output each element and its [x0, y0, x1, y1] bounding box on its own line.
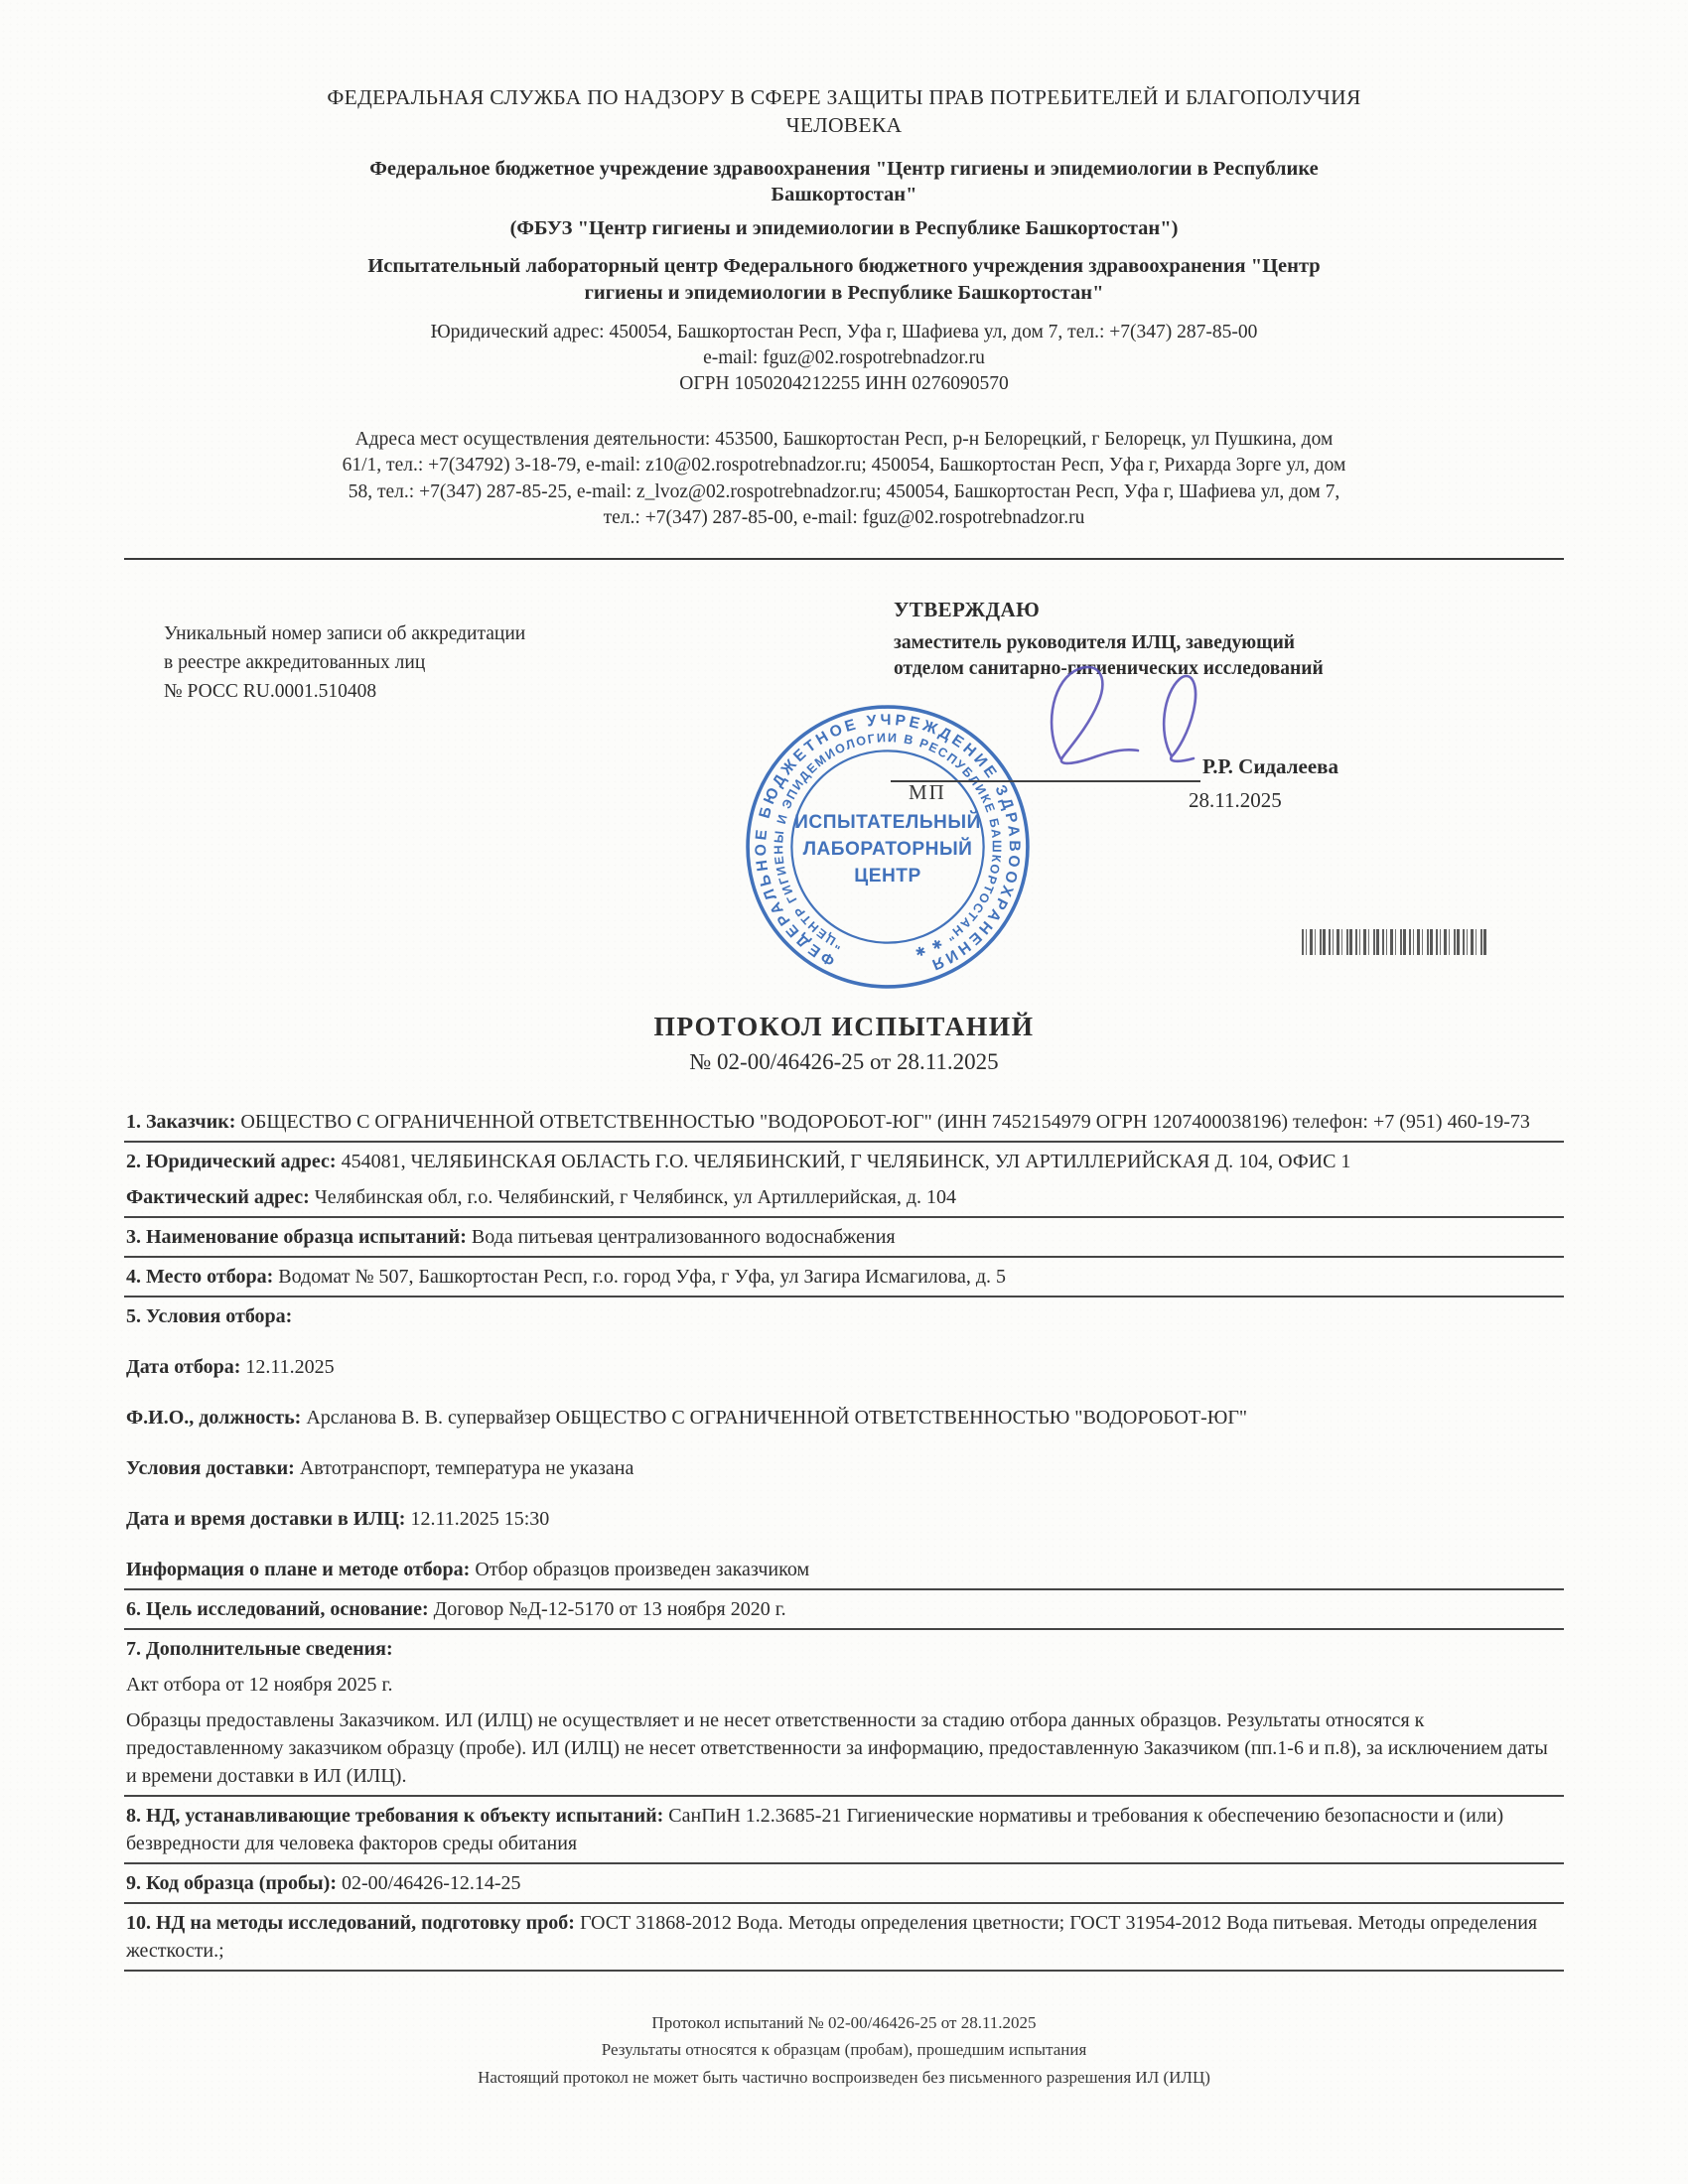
field-value: Арсланова В. В. супервайзер ОБЩЕСТВО С ОГРАНИЧЕННОЙ ОТВЕТСТВЕННОСТЬЮ "ВОДОРОБОТ-ЮГ": [301, 1406, 1248, 1429]
field-value: Образцы предоставлены Заказчиком. ИЛ (ИЛЦ) не осуществляет и не несет ответственности за стадию отбора данных образцов. Результаты относятся к предоставленному заказчиком образцу (пробе). ИЛ (ИЛЦ) не несет ответственности за информацию, предоставленную Заказчиком (пп.1-6 и п.8), за исключением даты и времени доставки в ИЛ (ИЛЦ).: [126, 1708, 1548, 1787]
stamp-center-line1: ИСПЫТАТЕЛЬНЫЙ: [794, 811, 981, 833]
field-label: Ф.И.О., должность:: [126, 1406, 302, 1429]
row-sampling-conditions: [124, 1299, 1564, 1335]
row-sampling-date: [124, 1350, 1564, 1386]
row-actual-address: [124, 1180, 1564, 1218]
row-sample-code: [124, 1866, 1564, 1904]
field-label: Условия доставки:: [126, 1456, 295, 1479]
footer-line-2: Результаты относятся к образцам (пробам), прошедшим испытания: [601, 2040, 1087, 2060]
field-value: ГОСТ 31868-2012 Вода. Методы определения цветности; ГОСТ 31954-2012 Вода питьевая. Методы определения жесткости.;: [126, 1911, 1538, 1962]
approver-role-line1: заместитель руководителя ИЛЦ, заведующий: [894, 631, 1296, 653]
lab-center-name-line1: Испытательный лабораторный центр Федерального бюджетного учреждения здравоохранения "Центр: [367, 255, 1321, 278]
page-footer: [124, 2009, 1564, 2092]
organization-name-line2: Башкортостан": [771, 184, 917, 206]
field-label: 1. Заказчик:: [126, 1110, 236, 1133]
row-customer: [124, 1105, 1564, 1143]
field-label: 8. НД, устанавливающие требования к объекту испытаний:: [126, 1804, 664, 1827]
approver-name: Р.Р. Сидалеева: [1202, 753, 1338, 778]
row-delivery-conditions: [124, 1451, 1564, 1487]
field-label: 9. Код образца (пробы):: [126, 1871, 337, 1894]
field-value: Отбор образцов произведен заказчиком: [470, 1558, 810, 1580]
field-value: Договор №Д-12-5170 от 13 ноября 2020 г.: [428, 1597, 786, 1620]
field-label: 6. Цель исследований, основание:: [126, 1597, 429, 1620]
footer-line-3: Настоящий протокол не может быть частично воспроизведен без письменного разрешения ИЛ (ИЛЦ): [478, 2067, 1210, 2087]
organization-name-line1: Федеральное бюджетное учреждение здравоохранения "Центр гигиены и эпидемиологии в Республике: [369, 157, 1319, 180]
accreditation-line2: в реестре аккредитованных лиц: [164, 651, 426, 673]
field-value: 12.11.2025: [240, 1355, 335, 1378]
field-value: 02-00/46426-12.14-25: [336, 1871, 521, 1894]
field-label: 10. НД на методы исследований, подготовку проб:: [126, 1911, 575, 1934]
stamp-center-line3: ЦЕНТР: [854, 865, 921, 887]
row-nd-methods: [124, 1906, 1564, 1972]
row-legal-address: [124, 1145, 1564, 1180]
row-sampling-act: [124, 1668, 1564, 1704]
ogrn-inn-line: ОГРН 1050204212255 ИНН 0276090570: [679, 372, 1009, 394]
lab-stamp-svg: [738, 697, 1038, 997]
field-label: Фактический адрес:: [126, 1185, 310, 1208]
row-disclaimer: [124, 1704, 1564, 1797]
row-purpose: [124, 1592, 1564, 1630]
field-value: СанПиН 1.2.3685-21 Гигиенические нормативы и требования к обеспечению безопасности и (или) безвредности для человека факторов среды обитания: [126, 1804, 1504, 1854]
signature-stroke-1: [1052, 667, 1138, 763]
stamp-center-line2: ЛАБОРАТОРНЫЙ: [802, 838, 973, 860]
field-label: Дата и время доставки в ИЛЦ:: [126, 1507, 406, 1530]
field-value: Вода питьевая централизованного водоснабжения: [466, 1225, 896, 1248]
field-label: 2. Юридический адрес:: [126, 1150, 337, 1172]
lab-stamp: [738, 697, 1038, 997]
footer-line-1: Протокол испытаний № 02-00/46426-25 от 28.11.2025: [651, 2012, 1037, 2032]
row-sampling-plan: [124, 1553, 1564, 1590]
protocol-sections: [124, 1105, 1564, 1972]
approval-zone: [124, 560, 1564, 1003]
protocol-title-block: [124, 1011, 1564, 1075]
mp-label: МП: [909, 779, 946, 804]
agency-name-line1: ФЕДЕРАЛЬНАЯ СЛУЖБА ПО НАДЗОРУ В СФЕРЕ ЗАЩИТЫ ПРАВ ПОТРЕБИТЕЛЕЙ И БЛАГОПОЛУЧИЯ: [327, 85, 1361, 109]
lab-center-name-line2: гигиены и эпидемиологии в Республике Башкортостан": [584, 281, 1104, 304]
signature-stroke-2: [1164, 676, 1196, 761]
barcode: [1302, 929, 1486, 955]
row-delivery-datetime: [124, 1502, 1564, 1538]
row-sampling-place: [124, 1260, 1564, 1297]
row-additional-info: [124, 1632, 1564, 1668]
row-nd-object: [124, 1799, 1564, 1864]
accreditation-line1: Уникальный номер записи об аккредитации: [164, 622, 526, 644]
lab-center-name: [124, 253, 1564, 306]
organization-short-name: (ФБУЗ "Центр гигиены и эпидемиологии в Республике Башкортостан"): [509, 217, 1179, 240]
field-value: 12.11.2025 15:30: [405, 1507, 550, 1530]
accreditation-block: [164, 619, 660, 707]
approval-date: 28.11.2025: [1189, 787, 1282, 812]
field-label: 4. Место отбора:: [126, 1265, 274, 1288]
field-label: 5. Условия отбора:: [126, 1304, 293, 1327]
field-label: Дата отбора:: [126, 1355, 241, 1378]
field-value: Акт отбора от 12 ноября 2025 г.: [126, 1673, 393, 1696]
approval-title: УТВЕРЖДАЮ: [894, 597, 1041, 621]
accreditation-number: № РОСС RU.0001.510408: [164, 681, 377, 703]
stamp-ring-text-outer: ФЕДЕРАЛЬНОЕ БЮДЖЕТНОЕ УЧРЕЖДЕНИЕ ЗДРАВООХРАНЕНИЯ: [753, 711, 1023, 974]
field-value: 454081, ЧЕЛЯБИНСКАЯ ОБЛАСТЬ Г.О. ЧЕЛЯБИНСКИЙ, Г ЧЕЛЯБИНСК, УЛ АРТИЛЛЕРИЙСКАЯ Д. 104, ОФИС 1: [336, 1150, 1351, 1172]
field-label: Информация о плане и методе отбора:: [126, 1558, 471, 1580]
protocol-number: № 02-00/46426-25 от 28.11.2025: [689, 1048, 999, 1074]
stamp-ring-text-inner: "ЦЕНТР ГИГИЕНЫ И ЭПИДЕМИОЛОГИИ В РЕСПУБЛИКЕ БАШКОРТОСТАН" ✱ ✱: [772, 730, 1004, 960]
signature-line: [891, 780, 1200, 782]
agency-name-line2: ЧЕЛОВЕКА: [785, 113, 903, 138]
document-header: [124, 0, 1564, 560]
organization-name: [124, 156, 1564, 208]
field-value: ОБЩЕСТВО С ОГРАНИЧЕННОЙ ОТВЕТСТВЕННОСТЬЮ "ВОДОРОБОТ-ЮГ" (ИНН 7452154979 ОГРН 1207400038196) телефон: +7 (951) 460-19-73: [235, 1110, 1530, 1133]
legal-address-text: Юридический адрес: 450054, Башкортостан Респ, Уфа г, Шафиева ул, дом 7, тел.: +7(347) 287-85-00: [430, 322, 1258, 343]
email-line: e-mail: fguz@02.rospotrebnadzor.ru: [703, 347, 985, 369]
row-sampler: [124, 1401, 1564, 1436]
field-value: Челябинская обл, г.о. Челябинский, г Челябинск, ул Артиллерийская, д. 104: [309, 1185, 956, 1208]
legal-address-line: [124, 320, 1564, 396]
agency-name: [124, 83, 1564, 140]
activity-addresses: Адреса мест осуществления деятельности: 453500, Башкортостан Респ, р-н Белорецкий, г Белорецк, ул Пушкина, дом 61/1, тел.: +7(34792) 3-18-79, e-mail: z10@02.rospotrebnadzor.ru; 450054, Башкортостан Респ, Уфа г, Рихарда Зорге ул, дом 58, тел.: +7(347) 287-85-25, e-mail: z_lvoz@02.rospotrebnadzor.ru; 450054, Башкортостан Респ, Уфа г, Шафиева ул, дом 7, тел.: +7(347) 287-85-00, e-mail: fguz@02.rospotrebnadzor.ru: [342, 428, 1346, 529]
protocol-title: ПРОТОКОЛ ИСПЫТАНИЙ: [653, 1010, 1035, 1041]
field-label: 7. Дополнительные сведения:: [126, 1637, 393, 1660]
field-label: 3. Наименование образца испытаний:: [126, 1225, 467, 1248]
field-value: Автотранспорт, температура не указана: [294, 1456, 634, 1479]
field-value: Водомат № 507, Башкортостан Респ, г.о. город Уфа, г Уфа, ул Загира Исмагилова, д. 5: [273, 1265, 1007, 1288]
row-sample-name: [124, 1220, 1564, 1258]
approver-role-line2: отделом санитарно-гигиенических исследований: [894, 658, 1324, 680]
